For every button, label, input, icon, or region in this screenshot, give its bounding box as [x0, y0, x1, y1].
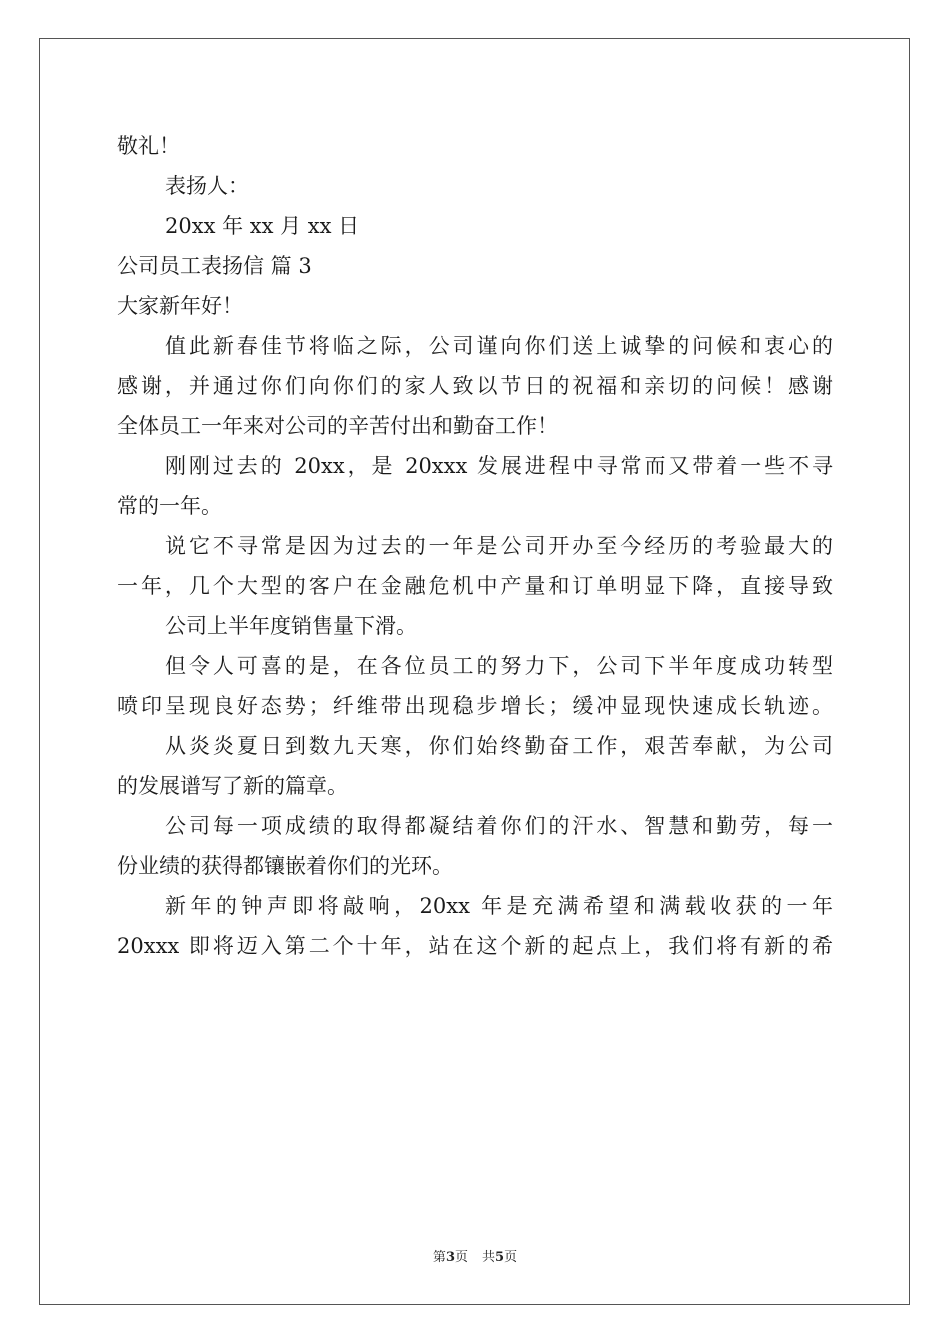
paragraph-line: 份业绩的获得都镶嵌着你们的光环。 [117, 854, 453, 878]
paragraph-line: 的发展谱写了新的篇章。 [117, 774, 348, 798]
page-current: 3 [445, 1250, 455, 1265]
paragraph-line: 一年，几个大型的客户在金融危机中产量和订单明显下降，直接导致 [117, 574, 833, 598]
paragraph-line: 新年的钟声即将敲响，20xx 年是充满希望和满载收获的一年 [165, 894, 833, 918]
paragraph-line: 常的一年。 [117, 494, 222, 518]
paragraph-line: 从炎炎夏日到数九天寒，你们始终勤奋工作，艰苦奉献，为公司 [165, 734, 833, 758]
paragraph-line: 喷印呈现良好态势；纤维带出现稳步增长；缓冲显现快速成长轨迹。 [117, 694, 833, 718]
total-prefix: 共 [482, 1250, 496, 1265]
page-total: 5 [495, 1250, 505, 1265]
greeting: 大家新年好！ [117, 294, 243, 318]
paragraph-line: 值此新春佳节将临之际，公司谨向你们送上诚挚的问候和衷心的 [165, 334, 833, 358]
paragraph-line: 公司每一项成绩的取得都凝结着你们的汗水、智慧和勤劳，每一 [165, 814, 833, 838]
paragraph-line: 感谢，并通过你们向你们的家人致以节日的祝福和亲切的问候！感谢 [117, 374, 833, 398]
date-line: 20xx 年 xx 月 xx 日 [165, 214, 360, 238]
paragraph-line: 说它不寻常是因为过去的一年是公司开办至今经历的考验最大的 [165, 534, 833, 558]
paragraph-line: 公司上半年度销售量下滑。 [165, 614, 417, 638]
page-suffix: 页 [454, 1250, 468, 1265]
page-footer [0, 1246, 950, 1265]
paragraph-line: 刚刚过去的 20xx，是 20xxx 发展进程中寻常而又带着一些不寻 [165, 454, 833, 478]
paragraph-line: 但令人可喜的是，在各位员工的努力下，公司下半年度成功转型 [165, 654, 833, 678]
closing-salute: 敬礼！ [117, 134, 180, 158]
total-suffix: 页 [504, 1250, 518, 1265]
page-prefix: 第 [432, 1250, 446, 1265]
paragraph-line: 20xxx 即将迈入第二个十年，站在这个新的起点上，我们将有新的希 [117, 934, 833, 958]
paragraph-line: 全体员工一年来对公司的辛苦付出和勤奋工作！ [117, 414, 558, 438]
document-body [117, 126, 833, 966]
section-title: 公司员工表扬信 篇 3 [117, 254, 312, 278]
signer-label: 表扬人： [165, 174, 249, 198]
